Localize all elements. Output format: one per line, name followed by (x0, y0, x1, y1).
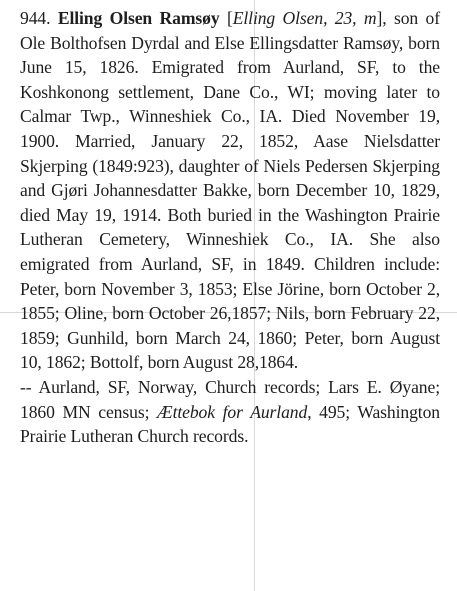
sources-book-title: Ættebok for Aurland (157, 401, 308, 422)
entry-number: 944. (20, 8, 51, 28)
alias-close-bracket: ] (376, 8, 383, 28)
entry-body: , son of Ole Bolthofsen Dyrdal and Else Ellingsdatter Ramsøy, born June 15, 1826. Emigrated from Aurland, SF, to the Koshkonong settlement, Dane Co., WI; moving later to Calmar Twp., Winneshiek Co., IA. Died November 19, 1900. Married, January 22, 1852, Aase Nielsdatter Skjerping (1849:923), daughter of Niels Pedersen Skjerping and Gjøri Johannesdatter Bakke, born December 10, 1829, died May 19, 1914. Both buried in the Washington Prairie Lutheran Cemetery, Winneshiek Co., IA. She also emigrated from Aurland, SF, in 1849. Children include: Peter, born November 3, 1853; Else Jörine, born October 2, 1855; Oline, born October 26,1857; Nils, born February 22, 1859; Gunhild, born March 24, 1860; Peter, born August 10, 1862; Bottolf, born August 28,1864. (20, 8, 440, 373)
genealogy-entry (20, 6, 440, 449)
sources-text-start: -- Aurland, SF, Norway, Church records; Lars E. Øyane; 1860 MN census; (20, 376, 440, 422)
sources-text-end: , 495; Washington Prairie Lutheran Church records. (20, 401, 440, 447)
entry-paragraph (20, 6, 440, 375)
entry-alias: Elling Olsen, 23, m (232, 8, 377, 28)
alias-open-bracket: [ (226, 8, 233, 28)
entry-name: Elling Olsen Ramsøy (57, 8, 220, 28)
entry-sources (20, 375, 440, 449)
